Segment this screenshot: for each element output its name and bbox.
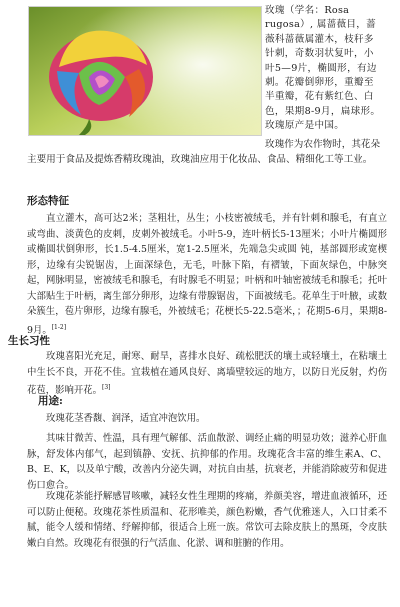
uses-heading: 用途:: [38, 395, 63, 407]
rose-photo: [28, 6, 262, 136]
morphology-heading: 形态特征: [27, 195, 69, 207]
uses-paragraph-3: 玫瑰花茶能抒解感冒咳嗽，减轻女性生理期的疼痛，养颜美容，增进血液循环，还可以防止便秘。玫瑰花茶性质温和、花形唯美，颜色粉嫩，香气优雅迷人，入口甘柔不腻，能令人缓和情绪、纾解抑郁，很适合上班一族。常饮可去除皮肤上的黑斑，令皮肤嫩白自然。玫瑰花有很强的行气活血、化淤、调和脏腑的作用。: [27, 491, 387, 549]
habit-text: [27, 349, 387, 399]
citation: [1-2]: [51, 323, 67, 331]
uses-paragraph-2: 其味甘微苦、性温，具有理气解郁、活血散淤、调经止痛的明显功效；滋养心肝血脉，舒发体内郁气，起到镇静、安抚、抗抑郁的作用。玫瑰花含丰富的维生素A、C、B、E、K，以及单宁酸，改善内分泌失调，对抗自由基，抗衰老，并能消除疲劳和促进伤口愈合。: [27, 433, 387, 491]
intro-text: 玫瑰（学名：Rosa rugosa）, 属蔷薇目，蔷薇科蔷薇属灌木，枝秆多针刺，奇数羽状复叶，小叶5—9片，椭圆形，有边刺。花瓣倒卵形，重瓣至半重瓣，花有紫红色、白色，果期8-9月，扁球形。玫瑰原产是中国。: [265, 5, 381, 132]
morphology-body: 直立灌木，高可达2米；茎粗壮，丛生；小枝密被绒毛，并有针刺和腺毛，有直立或弯曲、淡黄色的皮刺，皮刺外被绒毛。小叶5-9，连叶柄长5-13厘米；小叶片椭圆形或椭圆状倒卵形，长1.5-4.5厘米，宽1-2.5厘米，先端急尖或圆 钝，基部圆形或宽楔形，边缘有尖锐锯齿，上面深绿色，无毛，叶脉下陷，有褶皱，下面灰绿色，中脉突起，网脉明显，密被绒毛和腺毛，有时腺毛不明显；叶柄和叶轴密被绒毛和腺毛；托叶大部贴生于叶柄，离生部分卵形，边缘有带腺锯齿，下面被绒毛。花单生于叶腋，或数朵簇生，苞片卵形，边缘有腺毛，外被绒毛；花梗长5-22.5毫米，；花期5-6月，果期8-9月。: [27, 213, 387, 336]
habit-body: 玫瑰喜阳光充足，耐寒、耐旱，喜排水良好、疏松肥沃的壤土或轻壤土，在粘壤土中生长不良，开花不佳。宜栽植在通风良好、离墙壁较远的地方，以防日光反射，灼伤花苞，影响开花。: [27, 351, 387, 397]
uses-paragraph-1: 玫瑰花茎香馥、润泽，适宜冲泡饮用。: [46, 413, 206, 424]
citation: [3]: [102, 384, 111, 391]
intro-continuation: 玫瑰作为农作物时，其花朵主要用于食品及提炼香精玫瑰油，玫瑰油应用于化妆品、食品、精细化工等工业。: [27, 139, 381, 165]
morphology-text: [27, 211, 387, 338]
habit-heading: 生长习性: [8, 335, 50, 347]
